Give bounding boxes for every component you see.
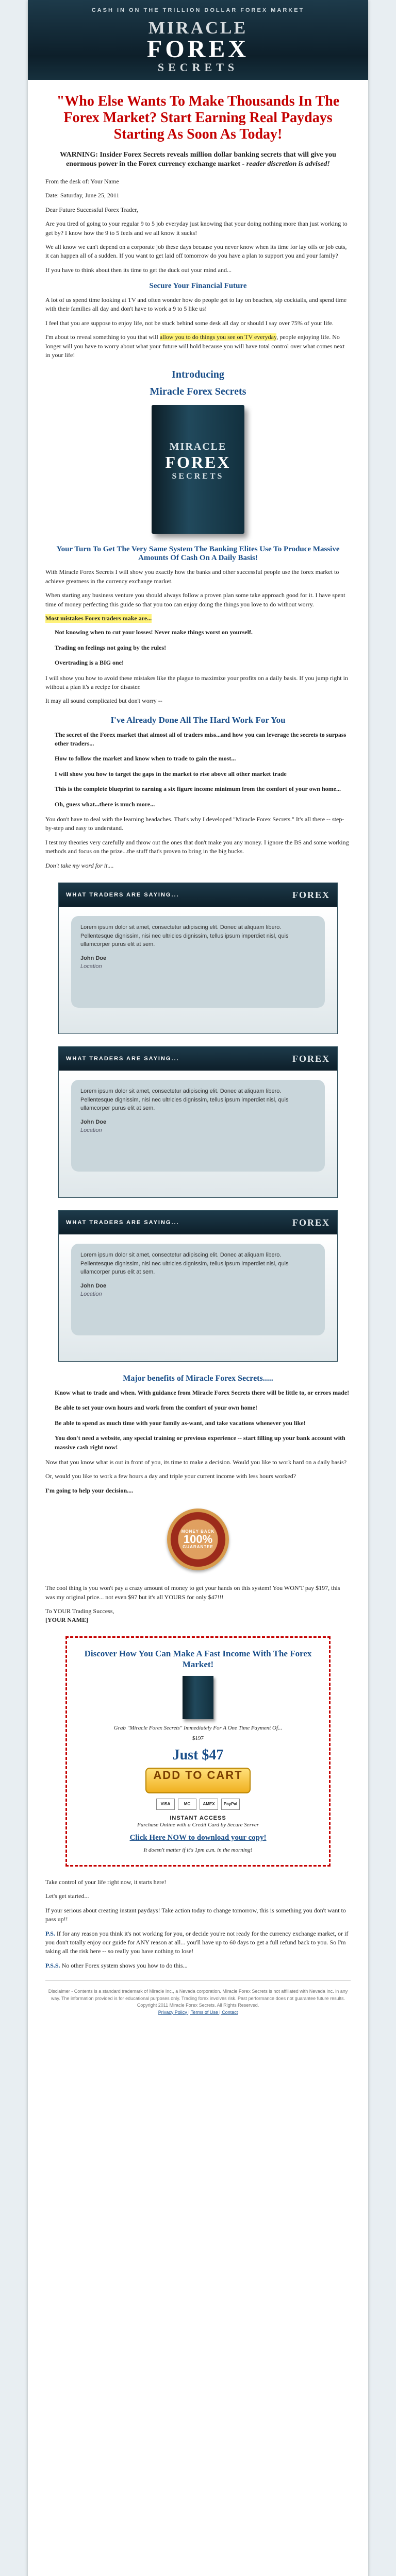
payment-cards [79,1799,317,1810]
closing-paragraph: If your serious about creating instant paydays! Take action today to change tomorrow, this is something you don't want to pass up!! [45,1906,346,1923]
logo-secrets: SECRETS [157,61,239,74]
pss-text: No other Forex system shows you how to do this... [61,1961,188,1969]
book-line3: SECRETS [172,472,224,481]
section-title-hard-work: I've Already Done All The Hard Work For You [110,715,286,725]
secret-point: The secret of the Forex market that almost all of traders miss...and how you can leverage the secrets to surpass other traders... [55,731,346,748]
letter-paragraph: We all know we can't depend on a corporate job these days because you never know when its time for lay offs or job cuts, it can happen all of a sudden. If you want to get laid off tomorrow do you have a plan to support you and your family? [45,243,347,260]
ebook-cover-image [152,405,244,534]
letter-date: Date: Saturday, June 25, 2011 [45,192,120,199]
ps-text: If for any reason you think it's not working for you, or decide you're not ready for the currency exchange market, or if you don't totally enjoy our guide for ANY reason at all... you'll have up to 60 days to get a full refund back to you. So I'm taking all the risk here -- so really you have nothing to lose! [45,1929,349,1955]
footer-links[interactable]: Privacy Policy | Terms of Use | Contact [158,2009,238,2015]
testimonial-name: John Doe [80,1118,107,1125]
page [28,0,368,2576]
secret-point: This is the complete blueprint to earning a six figure income minimum from the comfort of your own home... [55,785,341,793]
seal-top-text: MONEY BACK [181,1529,215,1534]
letter-paragraph: When starting any business venture you should always follow a proven plan some take approach good for it. I have spent time of money perfecting this guide so that you too can enjoy doing the things you love to do without worry. [45,591,345,608]
mistakes-label: Most mistakes Forex traders make are... [45,614,152,623]
sales-letter [28,80,368,2026]
secure-server-note: Purchase Online with a Credit Card by Secure Server [137,1822,259,1828]
testimonial-card [71,1244,325,1335]
letter-paragraph: A lot of us spend time looking at TV and often wonder how do people get to lay on beaches, sip cocktails, and spend time with their families all day and don't have to work a 9 to 5 like us! [45,296,347,313]
letter-from: From the desk of: Your Name [45,177,119,185]
warning-text: WARNING: Insider Forex Secrets reveals million dollar banking secrets that will give you enormous power in the Forex currency exchange market - [60,150,336,168]
order-price: Just $47 [172,1747,224,1764]
ps-paragraph [45,1929,351,1956]
letter-paragraph: Or, would you like to work a few hours a day and triple your current income with less hours worked? [45,1472,296,1480]
header-tagline: CASH IN ON THE TRILLION DOLLAR FOREX MARKET [91,7,305,13]
pss-paragraph [45,1961,351,1970]
order-box [65,1636,331,1867]
letter-paragraph: Don't take my word for it.... [45,861,114,869]
book-line2: FOREX [165,453,231,472]
testimonial-body [59,1071,337,1197]
letter-paragraph: It may all sound complicated but don't worry -- [45,697,162,705]
benefit-item: You don't need a website, any special training or previous experience -- start filling up your bank account with massive cash right now! [55,1434,345,1451]
seal-percent: 100% [183,1533,213,1546]
testimonial-location: Location [80,1127,102,1133]
testimonial-quote: Lorem ipsum dolor sit amet, consectetur adipiscing elit. Donec at aliquam libero. Pellentesque dignissim, nisi nec ultricies dignissim, tellus ipsum imperdiet nisl, quis ullamcorper purus elit at sem. [80,1088,289,1111]
section-title-your-turn: Your Turn To Get The Very Same System The Banking Elites Use To Produce Massive Amounts Of Cash On A Daily Basis! [56,545,340,563]
mistake-item: Overtrading is a BIG one! [55,659,124,667]
testimonial-logo: FOREX [292,1217,330,1228]
secret-point: How to follow the market and know when to trade to gain the most... [55,755,236,762]
much-more-text: Oh, guess what...there is much more... [55,800,155,808]
download-link[interactable]: Click Here NOW to download your copy! [129,1834,267,1842]
main-headline: "Who Else Wants To Make Thousands In The Forex Market? Start Earning Real Paydays Starting As Soon As Today! [56,93,340,143]
highlighted-text: allow you to do things you see on TV everyday [159,333,277,341]
order-note: It doesn't matter if it's 1pm a.m. in the morning! [143,1847,253,1853]
section-title-financial: Secure Your Financial Future [149,282,247,291]
letter-paragraph: You don't have to deal with the learning headaches. That's why I developed "Miracle Forex Secrets." It's all there -- step-by-step and easy to understand. [45,816,344,832]
letter-paragraph: I test my theories very carefully and throw out the ones that don't make you any money. I ignore the BS and some working methods and focus on the prize...the stuff that's proven to bring in the big bucks. [45,838,349,855]
visa-card-icon: VISA [156,1799,175,1810]
testimonial-location: Location [80,1291,102,1297]
testimonial-logo: FOREX [292,889,330,900]
mistake-item: Not knowing when to cut your losses! Never make things worst on yourself. [55,629,253,636]
order-title: Discover How You Can Make A Fast Income With The Forex Market! [84,1648,312,1669]
letter-paragraph [45,333,351,360]
testimonial-body [59,907,337,1033]
warning-box [45,150,351,169]
testimonial-heading: WHAT TRADERS ARE SAYING... [66,1219,179,1226]
testimonial-location: Location [80,963,102,970]
testimonial-header [59,883,337,907]
letter-salutation: Dear Future Successful Forex Trader, [45,206,138,213]
money-back-guarantee-seal [167,1509,229,1570]
closing-paragraph: Take control of your life right now, it starts here! [45,1878,167,1886]
signoff-name: [YOUR NAME] [45,1616,88,1624]
testimonial-box [58,1046,338,1198]
testimonial-body [59,1234,337,1361]
testimonial-quote: Lorem ipsum dolor sit amet, consectetur adipiscing elit. Donec at aliquam libero. Pellentesque dignissim, nisi nec ultricies dignissim, tellus ipsum imperdiet nisl, quis ullamcorper purus elit at sem. [80,1252,289,1275]
ps-label: P.S. [45,1929,55,1937]
text-span: , people enjoying life. No longer will you have to worry about what your future will hold because you will have total control over what comes next in your life! [45,333,345,359]
testimonial-heading: WHAT TRADERS ARE SAYING... [66,892,179,898]
letter-paragraph: With Miracle Forex Secrets I will show you exactly how the banks and other successful people use the forex market to achieve greatness in the currency exchange market. [45,568,339,585]
benefit-item: Be able to spend as much time with your family as-want, and take vacations whenever you like! [55,1419,306,1427]
testimonial-box [58,1210,338,1362]
logo-miracle: MIRACLE [148,19,248,38]
testimonial-logo: FOREX [292,1053,330,1064]
add-to-cart-button[interactable]: ADD TO CART [145,1768,251,1793]
testimonial-name: John Doe [80,1282,107,1289]
original-price: $197 [192,1735,204,1742]
footer [45,1980,351,2016]
introducing-label: Introducing [172,369,224,381]
footer-disclaimer: Disclaimer - Contents is a standard trademark of Miracle Inc., a Nevada corporation. Miracle Forex Secrets is not affiliated with Nevada Inc. in any way. The information provided is for educational purposes only. Trading forex involves risk. Past performance does not guarantee future results. [48,1989,348,2001]
signoff-line: To YOUR Trading Success, [45,1607,114,1615]
letter-paragraph: The cool thing is you won't pay a crazy amount of money to get your hands on this system! You WON'T pay $197, this was my original price... not even $97 but it's all YOURS for only $47!!! [45,1584,340,1601]
letter-paragraph: I'm going to help your decision.... [45,1486,134,1494]
letter-paragraph: Are you tired of going to your regular 9 to 5 job everyday just knowing that your doing nothing more than just working to get by? I know how the 9 to 5 feels and we all know it sucks! [45,220,348,236]
header-banner [28,0,368,80]
mastercard-icon: MC [178,1799,196,1810]
seal-bottom-text: GUARANTEE [183,1545,213,1550]
letter-paragraph: I will show you how to avoid these mistakes like the plague to maximize your profits on a daily basis. If you jump right in without a plan it's a recipe for disaster. [45,674,348,690]
warning-emphasis: reader discretion is advised! [246,160,330,168]
text-span: I'm about to reveal something to you that will [45,333,160,341]
closing-paragraph: Let's get started... [45,1892,89,1900]
benefit-item: Know what to trade and when. With guidance from Miracle Forex Secrets there will be little to, or errors made! [55,1389,350,1396]
amex-card-icon: AMEX [200,1799,218,1810]
letter-paragraph: I feel that you are suppose to enjoy life, not be stuck behind some desk all day or should I say over 75% of your life. [45,319,334,327]
testimonial-card [71,916,325,1008]
order-ebook-image [183,1676,213,1719]
testimonial-heading: WHAT TRADERS ARE SAYING... [66,1056,179,1062]
testimonial-name: John Doe [80,955,107,961]
product-name: Miracle Forex Secrets [150,386,246,398]
instant-access-label: INSTANT ACCESS [170,1815,226,1822]
testimonial-header [59,1047,337,1071]
paypal-icon: PayPal [221,1799,240,1810]
testimonial-header [59,1211,337,1234]
order-description: Grab "Miracle Forex Secrets" Immediately For A One Time Payment Of... [113,1725,283,1732]
book-line1: MIRACLE [169,441,227,453]
testimonial-quote: Lorem ipsum dolor sit amet, consectetur adipiscing elit. Donec at aliquam libero. Pellentesque dignissim, nisi nec ultricies dignissim, tellus ipsum imperdiet nisl, quis ullamcorper purus elit at sem. [80,924,289,947]
testimonial-box [58,883,338,1034]
footer-copyright: Copyright 2011 Miracle Forex Secrets. All Rights Reserved. [137,2003,259,2008]
secret-point: I will show you how to target the gaps in the market to rise above all other market trade [55,770,287,777]
mistake-item: Trading on feelings not going by the rules! [55,643,167,651]
pss-label: P.S.S. [45,1961,60,1969]
testimonial-card [71,1080,325,1172]
letter-paragraph: If you have to think about then its time to get the duck out your mind and... [45,266,232,274]
letter-paragraph: Now that you know what is out in front of you, its time to make a decision. Would you like to work hard on a daily basis? [45,1458,347,1466]
benefit-item: Be able to set your own hours and work from the comfort of your own home! [55,1404,257,1412]
logo-forex: FOREX [147,36,249,63]
benefits-title: Major benefits of Miracle Forex Secrets..... [123,1374,273,1383]
